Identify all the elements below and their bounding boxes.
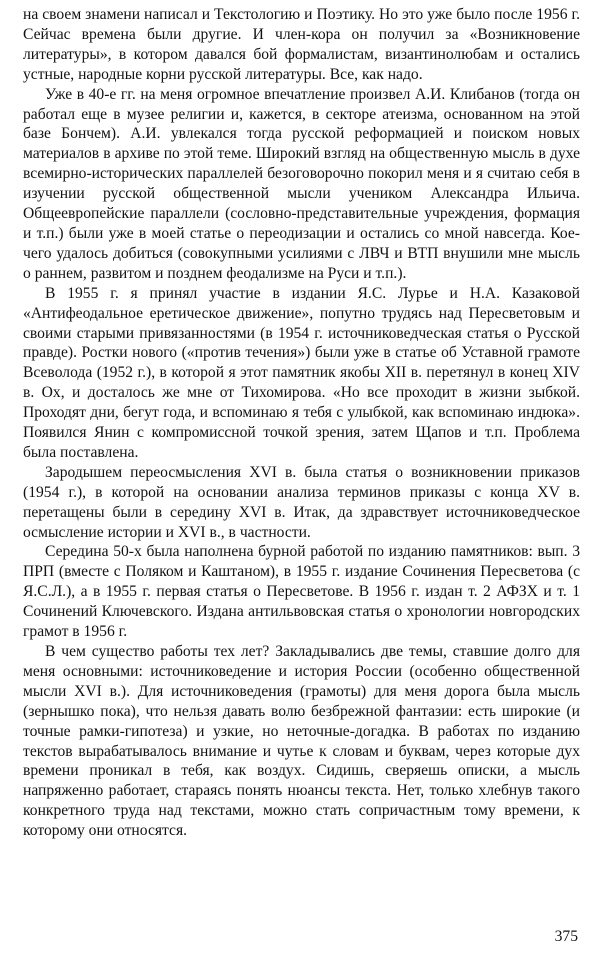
- paragraph-xvi-century: Зародышем переосмысления XVI в. была статья о возникновении приказов (1954 г.), в которой на основании анализа терминов приказы с конца XV в. перетащены были в середину XVI в. Итак, да здравствует источниковедческое осмысление истории и XVI в., в частности.: [23, 463, 580, 541]
- paragraph-klibanov: Уже в 40-е гг. на меня огромное впечатление произвел А.И. Клибанов (тогда он работал еще в музее религии и, кажется, в секторе атеизма, основанном на этой базе Бончем). А.И. увлекался тогда русской реформацией и поиском новых материалов в архиве по этой теме. Широкий взгляд на общественную мысль в духе всемирно-исторических параллелей безоговорочно покорил меня и я считаю себя в изучении русской общественной мысли учеником Александра Ильича. Общеевропейские параллели (сословно-представительные учреждения, формация и т.п.) были уже в моей статье о переодизации и остались со мной навсегда. Кое-чего удалось добиться (совокупными усилиями с ЛВЧ и ВТП внушили мне мысль о раннем, развитом и позднем феодализме на Руси и т.п.).: [23, 85, 580, 282]
- page-body: [23, 5, 580, 841]
- paragraph-mid-50s: Середина 50-х была наполнена бурной работой по изданию памятников: вып. 3 ПРП (вместе с Поляком и Каштаном), в 1955 г. издание Сочинения Пересветова (с Я.С.Л.), а в 1955 г. первая статья о Пересветове. В 1956 г. издан т. 2 АФЗХ и т. 1 Сочинений Ключевского. Издана антильвовская статья о хронологии новгородских грамот в 1956 г.: [23, 543, 580, 641]
- paragraph-essence: В чем существо работы тех лет? Закладывались две темы, ставшие долго для меня основными: источниковедение и история России (особенно общественной мысли XVI в.). Для источниковедения (грамоты) для меня дорога была мысль (зернышко пока), что нельзя давать волю безбрежной фантазии: есть широкие (и точные рамки-гипотеза) и узкие, но неточные-догадка. В работах по изданию текстов вырабатывалось внимание и чутье к словам и буквам, через которые дух времени проникал в тебя, как воздух. Сидишь, сверяешь описки, а мысль напряженно работает, стараясь понять нюансы текста. Нет, только хлебнув такого конкретного труда над текстами, можно стать сопричастным тому времени, к которому они относятся.: [23, 643, 580, 840]
- page-number: 375: [554, 928, 578, 945]
- paragraph-1955: В 1955 г. я принял участие в издании Я.С. Лурье и Н.А. Казаковой «Антифеодальное еретическое движение», попутно трудясь над Пересветовым и своими старыми привязанностями (в 1954 г. источниковедческая статья о Русской правде). Ростки нового («против течения») были уже в статье об Уставной грамоте Всеволода (1952 г.), в которой я этот памятник якобы XII в. перетянул в конец XIV в. Ох, и досталось же мне от Тихомирова. «Но все проходит в жизни зыбкой. Проходят дни, бегут года, и вспоминаю я тебя с улыбкой, как вспоминаю индюка». Появился Янин с компромиссной точкой зрения, затем Щапов и т.п. Проблема была поставлена.: [23, 284, 580, 461]
- paragraph-continuation: на своем знамени написал и Текстологию и Поэтику. Но это уже было после 1956 г. Сейчас времена были другие. И член-кора он получил за «Возникновение литературы», в котором давался бой формалистам, византинолюбам и остались устные, народные корни русской литературы. Все, как надо.: [23, 6, 580, 83]
